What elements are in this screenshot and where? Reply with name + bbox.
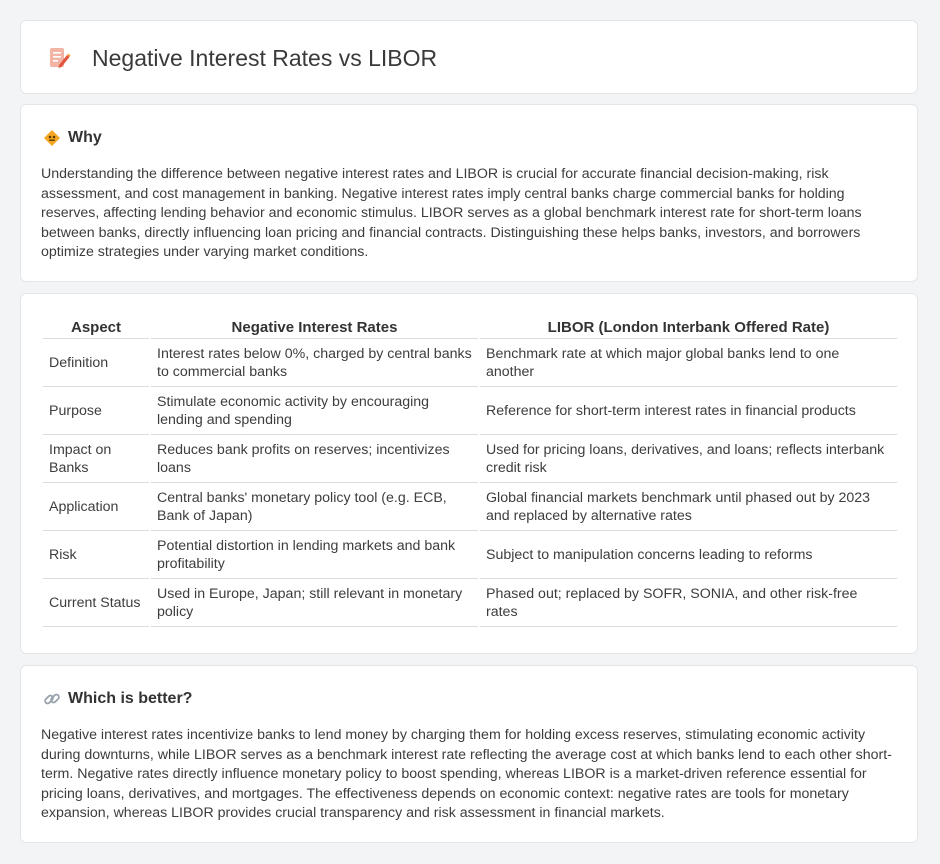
warning-diamond-icon	[43, 129, 61, 147]
table-row	[43, 530, 897, 578]
row-aspect: Impact on Banks	[43, 434, 149, 482]
row-negative-rates: Potential distortion in lending markets and bank profitability	[151, 530, 478, 578]
table-header-row	[43, 316, 897, 338]
table-row	[43, 482, 897, 530]
which-is-better-section	[20, 665, 918, 843]
document-pencil-icon	[47, 46, 71, 70]
header-negative-rates: Negative Interest Rates	[231, 318, 398, 336]
why-title: Why	[68, 129, 102, 146]
row-aspect: Purpose	[43, 386, 149, 434]
row-libor: Subject to manipulation concerns leading to reforms	[480, 530, 897, 578]
header-libor: LIBOR (London Interbank Offered Rate)	[547, 318, 830, 336]
page-title: Negative Interest Rates vs LIBOR	[92, 45, 438, 71]
link-icon	[43, 690, 61, 708]
header-aspect: Aspect	[70, 318, 122, 336]
comparison-table-card	[20, 293, 918, 654]
better-text: Negative interest rates incentivize banks to lend money by charging them for holding excess reserves, stimulating economic activity during downturns, while LIBOR serves as a benchmark interest rate reflecting the average cost at which banks lend to each other short-term. Negative rates directly influence monetary policy to boost spending, whereas LIBOR is a market-driven reference essential for pricing loans, derivatives, and mortgages. The effectiveness depends on economic context: negative rates are tools for monetary expansion, whereas LIBOR provides crucial transparency and risk assessment in financial markets.	[41, 727, 892, 822]
title-card	[20, 20, 918, 94]
row-negative-rates: Stimulate economic activity by encouraging lending and spending	[151, 386, 478, 434]
table-row	[43, 578, 897, 627]
row-aspect: Definition	[43, 338, 149, 386]
better-heading	[43, 688, 192, 710]
better-title: Which is better?	[68, 690, 193, 707]
row-negative-rates: Central banks' monetary policy tool (e.g. ECB, Bank of Japan)	[151, 482, 478, 530]
row-libor: Global financial markets benchmark until phased out by 2023 and replaced by alternative rates	[480, 482, 897, 530]
row-negative-rates: Interest rates below 0%, charged by central banks to commercial banks	[151, 338, 478, 386]
why-text: Understanding the difference between negative interest rates and LIBOR is crucial for accurate financial decision-making, risk assessment, and cost management in banking. Negative interest rates imply central banks charge commercial banks for holding reserves, affecting lending behavior and economic stimulus. LIBOR serves as a global benchmark interest rate for short-term loans between banks, directly influencing loan pricing and financial contracts. Distinguishing these helps banks, investors, and borrowers optimize strategies under varying market conditions.	[41, 166, 862, 261]
row-libor: Benchmark rate at which major global banks lend to one another	[480, 338, 897, 386]
row-aspect: Current Status	[43, 578, 149, 627]
row-libor: Used for pricing loans, derivatives, and loans; reflects interbank credit risk	[480, 434, 897, 482]
row-negative-rates: Used in Europe, Japan; still relevant in monetary policy	[151, 578, 478, 627]
table-row	[43, 434, 897, 482]
row-aspect: Risk	[43, 530, 149, 578]
table-row	[43, 338, 897, 386]
row-libor: Reference for short-term interest rates in financial products	[480, 386, 897, 434]
row-libor: Phased out; replaced by SOFR, SONIA, and other risk-free rates	[480, 578, 897, 627]
comparison-table	[41, 316, 899, 627]
row-aspect: Application	[43, 482, 149, 530]
why-heading	[43, 127, 102, 149]
table-row	[43, 386, 897, 434]
why-section	[20, 104, 918, 282]
row-negative-rates: Reduces bank profits on reserves; incentivizes loans	[151, 434, 478, 482]
